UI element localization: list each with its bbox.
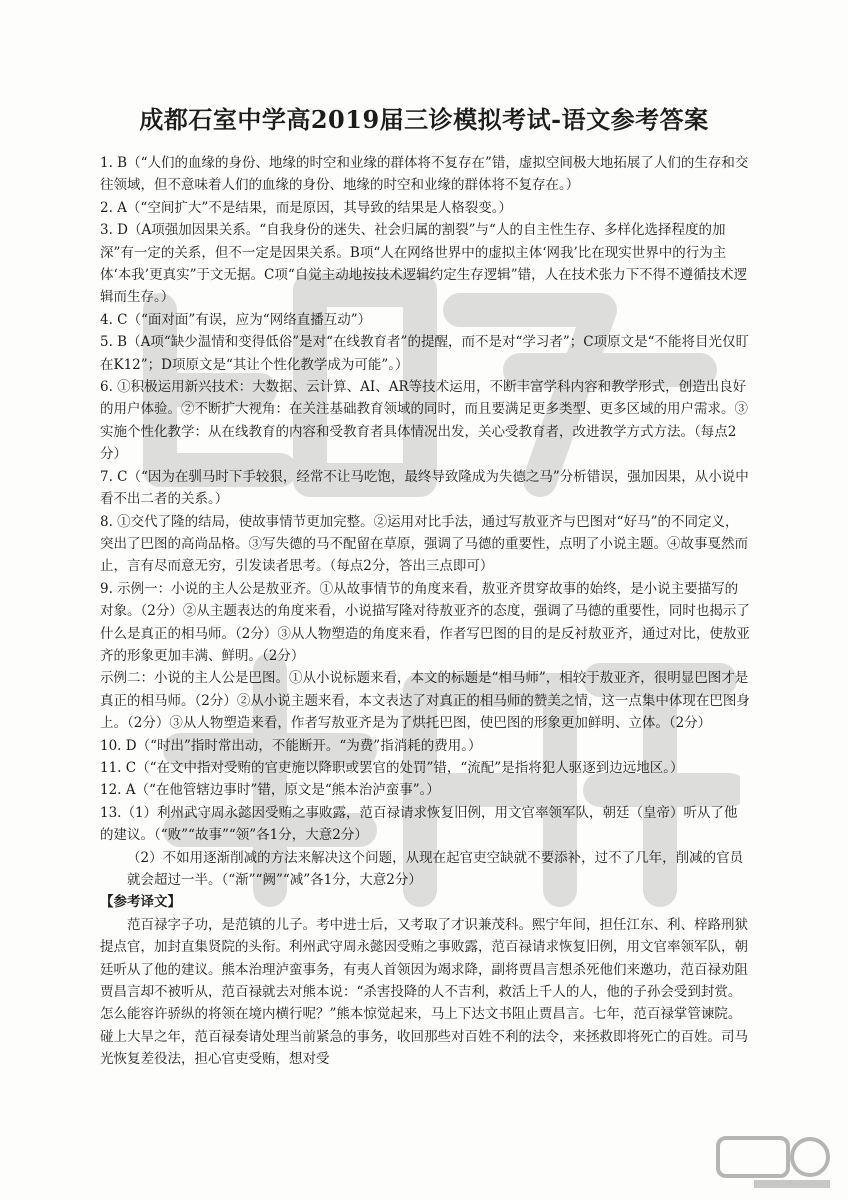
answer-6: 6. ①积极运用新兴技术：大数据、云计算、AI、AR等技术运用，不断丰富学科内容和教学形式，创造出良好的用户体验。②不断扩大视角：在关注基础教育领域的同时，而且要满足更多类型、更多区域的用户需求。③实施个性化教学：从在线教育的内容和受教育者具体情况出发，关心受教育者，改进教学方式方法。（每点2分）: [100, 379, 748, 463]
answer-2: 2. A（“空间扩大”不是结果，而是原因，其导致的结果是人格裂变。）: [100, 199, 512, 216]
answer-body: [100, 152, 750, 1071]
answer-7: 7. C（“因为在驯马时下手较狠，经常不让马吃饱，最终导致隆成为失德之马”分析错误，强加因果，从小说中看不出二者的关系。）: [100, 468, 749, 508]
corner-logo-icon: [714, 1132, 834, 1192]
page-title: 成都石室中学高2019届三诊模拟考试-语文参考答案: [139, 105, 709, 134]
answer-1: 1. B（“人们的血缘的身份、地缘的时空和业缘的群体将不复存在”错，虚拟空间极大地拓展了人们的生存和交往领域，但不意味着人们的血缘的身份、地缘的时空和业缘的群体将不复存在。）: [100, 155, 749, 194]
answer-13-part-1: 13.（1）利州武守周永懿因受贿之事败露，范百禄请求恢复旧例，用文官率领军队，朝廷（皇帝）听从了他的建议。（“败”“故事”“领”各1分，大意2分）: [100, 804, 738, 844]
answer-12: 12. A（“在他管辖边事时”错，原文是“熊本治泸蛮事”。）: [100, 782, 440, 799]
answer-4: 4. C（“面对面”有误，应为“网络直播互动”）: [100, 311, 372, 328]
translation-heading: 【参考译文】: [100, 894, 181, 911]
translation-text: 范百禄字子功，是范镇的儿子。考中进士后，又考取了才识兼茂科。熙宁年间，担任江东、利、梓路刑狱提点官，加封直集贤院的头衔。利州武守周永懿因受贿之事败露，范百禄请求恢复旧例，用文官率领军队，朝廷听从了他的建议。熊本治理泸蛮事务，有夷人首领因为竭求降，副将贾昌言想杀死他们来邀功，范百禄劝阻贾昌言却不被听从，范百禄就去对熊本说：“杀害投降的人不吉利，救活上千人的人，他的子孙会受到封赏。怎么能容许骄纵的将领在境内横行呢？”熊本惊觉起来，马上下达文书阻止贾昌言。七年，范百禄掌管谏院。碰上大旱之年，范百禄奏请处理当前紧急的事务，收回那些对百姓不利的法令，来拯救即将死亡的百姓。司马光恢复差役法，担心官吏受贿，想对受: [100, 916, 748, 1068]
answer-5: 5. B（A项“缺少温情和变得低俗”是对“在线教育者”的提醒，而不是对“学习者”；C项原文是“不能将目光仅盯在K12”；D项原文是“其让个性化教学成为可能”。）: [100, 334, 749, 373]
answer-3: 3. D（A项强加因果关系。“自我身份的迷失、社会归属的割裂”与“人的自主性生存、多样化选择程度的加深”有一定的关系，但不一定是因果关系。B项“人在网络世界中的虚拟主体‘网我’比在现实世界中的行为主体‘本我’更真实”于文无据。C项“自觉主动地按技术逻辑约定生存逻辑”错，人在技术张力下不得不遵循技术逻辑而生存。）: [100, 222, 748, 306]
answer-11: 11. C（“在文中指对受贿的官吏施以降职或罢官的处罚”错，“流配”是指将犯人驱逐到边远地区。）: [100, 759, 684, 776]
answer-9-example-1: 9. 示例一：小说的主人公是敖亚齐。①从故事情节的角度来看，敖亚齐贯穿故事的始终，是小说主要描写的对象。（2分）②从主题表达的角度来看，小说描写隆对待敖亚齐的态度，强调了马德的重要性，同时也揭示了什么是真正的相马师。（2分）③从人物塑造的角度来看，作者写巴图的目的是反衬敖亚齐，通过对比，使敖亚齐的形象更加丰满、鲜明。（2分）: [100, 580, 750, 664]
answer-13-part-2: （2）不如用逐渐削减的方法来解决这个问题，从现在起官吏空缺就不要添补，过不了几年，削减的官员就会超过一半。（“渐”“阙”“减”各1分，大意2分）: [127, 849, 744, 888]
answer-8: 8. ①交代了隆的结局，使故事情节更加完整。②运用对比手法，通过写敖亚齐与巴图对“好马”的不同定义，突出了巴图的高尚品格。③写失德的马不配留在草原，强调了马德的重要性，点明了小说主题。④故事戛然而止，言有尽而意无穷，引发读者思考。（每点2分，答出三点即可）: [100, 513, 748, 575]
answer-9-example-2: 示例二：小说的主人公是巴图。①从小说标题来看，本文的标题是“相马师”，相较于敖亚齐，很明显巴图才是真正的相马师。（2分）②从小说主题来看，本文表达了对真正的相马师的赞美之情，这一点集中体现在巴图身上。（2分）③从人物塑造来看，作者写敖亚齐是为了烘托巴图，使巴图的形象更加鲜明、立体。（2分）: [100, 670, 750, 732]
answer-10: 10. D（“时出”指时常出动，不能断开。“为费”指消耗的费用。）: [100, 737, 482, 754]
